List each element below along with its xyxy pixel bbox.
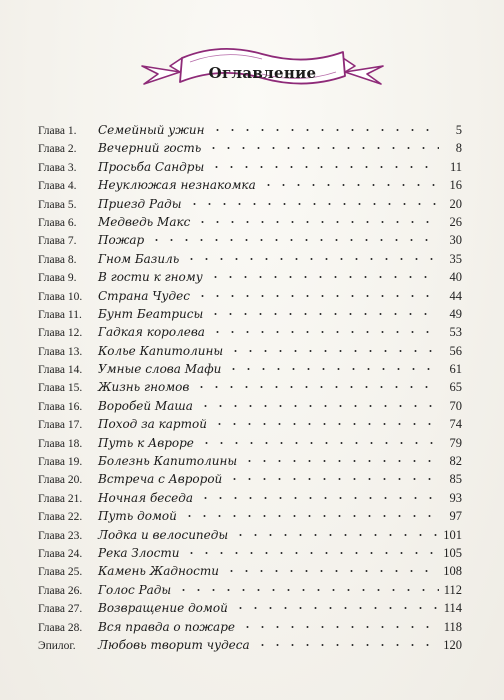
dot-leader	[255, 644, 439, 646]
page-number: 79	[449, 435, 462, 450]
chapter-label: Эпилог.	[38, 639, 76, 652]
dot-leader	[198, 497, 439, 499]
chapter-label: Глава 10.	[38, 290, 83, 303]
dot-leader	[208, 276, 439, 278]
dot-leader	[233, 607, 439, 609]
chapter-label: Глава 13.	[38, 345, 83, 358]
page-number: 114	[443, 601, 462, 616]
toc-row	[38, 176, 462, 194]
dot-leader	[182, 515, 439, 517]
chapter-title: Вся правда о пожаре	[98, 619, 235, 634]
toc-row	[38, 562, 462, 580]
toc-row	[38, 581, 462, 599]
page-title: Оглавление	[208, 64, 317, 82]
toc-row	[38, 360, 462, 378]
chapter-title: Поход за картой	[98, 417, 207, 432]
title-banner	[140, 22, 385, 102]
toc-row	[38, 287, 462, 305]
dot-leader	[194, 386, 439, 388]
toc-row	[38, 323, 462, 341]
dot-leader	[195, 221, 439, 223]
toc-row	[38, 415, 462, 433]
chapter-label: Глава 24.	[38, 547, 83, 560]
toc-row	[38, 636, 462, 654]
chapter-title: Умные слова Мафи	[98, 362, 222, 377]
toc-row	[38, 507, 462, 525]
chapter-label: Глава 14.	[38, 364, 83, 377]
chapter-title: Голос Рады	[98, 582, 172, 597]
page-number: 26	[449, 214, 462, 229]
toc-row	[38, 470, 462, 488]
chapter-title: Страна Чудес	[98, 288, 190, 303]
page-number: 120	[443, 637, 462, 652]
toc-row	[38, 618, 462, 636]
chapter-title: Гадкая королева	[98, 325, 205, 340]
chapter-label: Глава 2.	[38, 143, 77, 156]
page-number: 112	[443, 582, 462, 597]
page-number: 44	[449, 288, 462, 303]
page-number: 70	[449, 398, 462, 413]
toc-row	[38, 158, 462, 176]
toc-row	[38, 195, 462, 213]
dot-leader	[195, 295, 439, 297]
page-number: 49	[449, 306, 462, 321]
toc-row	[38, 121, 462, 139]
chapter-title: Встреча с Авророй	[98, 472, 223, 487]
page-number: 65	[449, 380, 462, 395]
toc-row	[38, 139, 462, 157]
dot-leader	[187, 203, 439, 205]
chapter-title: Просьба Сандры	[98, 159, 205, 174]
dot-leader	[228, 350, 439, 352]
dot-leader	[233, 534, 438, 536]
chapter-title: Любовь творит чудеса	[98, 637, 250, 652]
dot-leader	[184, 258, 439, 260]
toc-row	[38, 250, 462, 268]
dot-leader	[226, 368, 439, 370]
toc-row	[38, 305, 462, 323]
toc-row	[38, 544, 462, 562]
dot-leader	[149, 239, 439, 241]
page-number: 53	[449, 325, 462, 340]
page-number: 35	[449, 251, 462, 266]
chapter-label: Глава 19.	[38, 456, 83, 469]
dot-leader	[199, 442, 439, 444]
dot-leader	[206, 147, 439, 149]
toc-row	[38, 213, 462, 231]
ribbon-banner-icon	[140, 22, 385, 102]
dot-leader	[242, 460, 439, 462]
chapter-label: Глава 7.	[38, 235, 77, 248]
chapter-label: Глава 15.	[38, 382, 83, 395]
toc-row	[38, 452, 462, 470]
toc-row	[38, 599, 462, 617]
dot-leader	[240, 626, 439, 628]
table-of-contents	[38, 121, 462, 654]
toc-row	[38, 231, 462, 249]
page-number: 11	[449, 159, 462, 174]
chapter-title: Гном Базиль	[98, 251, 180, 266]
chapter-label: Глава 18.	[38, 437, 83, 450]
chapter-title: Семейный ужин	[98, 123, 205, 137]
chapter-title: Болезнь Капитолины	[98, 454, 238, 469]
toc-row	[38, 526, 462, 544]
chapter-title: Пожар	[98, 233, 145, 248]
dot-leader	[208, 313, 439, 315]
chapter-title: Медведь Макс	[98, 214, 191, 229]
chapter-title: В гости к гному	[98, 270, 203, 285]
chapter-title: Ночная беседа	[98, 490, 193, 505]
chapter-label: Глава 25.	[38, 566, 83, 579]
page-number: 97	[449, 509, 462, 524]
dot-leader	[261, 184, 439, 186]
chapter-label: Глава 28.	[38, 621, 83, 634]
page-number: 85	[449, 472, 462, 487]
page-number: 93	[449, 490, 462, 505]
page-number: 105	[443, 545, 462, 560]
chapter-label: Глава 8.	[38, 253, 77, 266]
chapter-label: Глава 5.	[38, 198, 77, 211]
dot-leader	[224, 570, 438, 572]
page-number: 8	[455, 141, 462, 156]
page-number: 16	[449, 178, 462, 193]
page-number: 30	[449, 233, 462, 248]
chapter-label: Глава 6.	[38, 216, 77, 229]
chapter-label: Глава 16.	[38, 400, 83, 413]
chapter-label: Глава 26.	[38, 584, 83, 597]
toc-row	[38, 378, 462, 396]
chapter-title: Камень Жадности	[98, 564, 219, 579]
dot-leader	[198, 405, 439, 407]
page-number: 56	[449, 343, 462, 358]
dot-leader	[210, 331, 439, 333]
dot-leader	[176, 589, 439, 591]
page-number: 82	[449, 454, 462, 469]
toc-row	[38, 342, 462, 360]
page-number: 61	[449, 362, 462, 377]
chapter-label: Глава 12.	[38, 327, 83, 340]
toc-row	[38, 434, 462, 452]
chapter-label: Глава 1.	[38, 125, 77, 137]
chapter-label: Глава 3.	[38, 161, 77, 174]
chapter-title: Неуклюжая незнакомка	[98, 178, 256, 193]
chapter-label: Глава 21.	[38, 492, 83, 505]
dot-leader	[210, 129, 439, 131]
page-number: 20	[449, 196, 462, 211]
chapter-title: Река Злости	[98, 545, 180, 560]
chapter-label: Глава 22.	[38, 511, 83, 524]
page-number: 101	[443, 527, 462, 542]
chapter-title: Путь к Авроре	[98, 435, 194, 450]
toc-row	[38, 489, 462, 507]
chapter-label: Глава 9.	[38, 272, 77, 285]
chapter-title: Путь домой	[98, 509, 177, 524]
chapter-title: Возвращение домой	[98, 601, 228, 616]
dot-leader	[212, 423, 439, 425]
chapter-title: Лодка и велосипеды	[98, 527, 229, 542]
chapter-label: Глава 23.	[38, 529, 83, 542]
toc-row	[38, 397, 462, 415]
chapter-title: Бунт Беатрисы	[98, 306, 204, 321]
dot-leader	[209, 166, 439, 168]
toc-row	[38, 268, 462, 286]
chapter-label: Глава 20.	[38, 474, 83, 487]
dot-leader	[184, 552, 438, 554]
chapter-title: Воробей Маша	[98, 398, 193, 413]
dot-leader	[227, 478, 439, 480]
page-number: 5	[455, 123, 462, 137]
page-number: 108	[443, 564, 462, 579]
chapter-label: Глава 11.	[38, 308, 82, 321]
chapter-label: Глава 17.	[38, 419, 83, 432]
chapter-label: Глава 27.	[38, 603, 83, 616]
page-number: 40	[449, 270, 462, 285]
page-number: 118	[443, 619, 462, 634]
chapter-title: Жизнь гномов	[98, 380, 190, 395]
chapter-label: Глава 4.	[38, 180, 77, 193]
chapter-title: Колье Капитолины	[98, 343, 224, 358]
chapter-title: Вечерний гость	[98, 141, 202, 156]
page-number: 74	[449, 417, 462, 432]
chapter-title: Приезд Рады	[98, 196, 182, 211]
